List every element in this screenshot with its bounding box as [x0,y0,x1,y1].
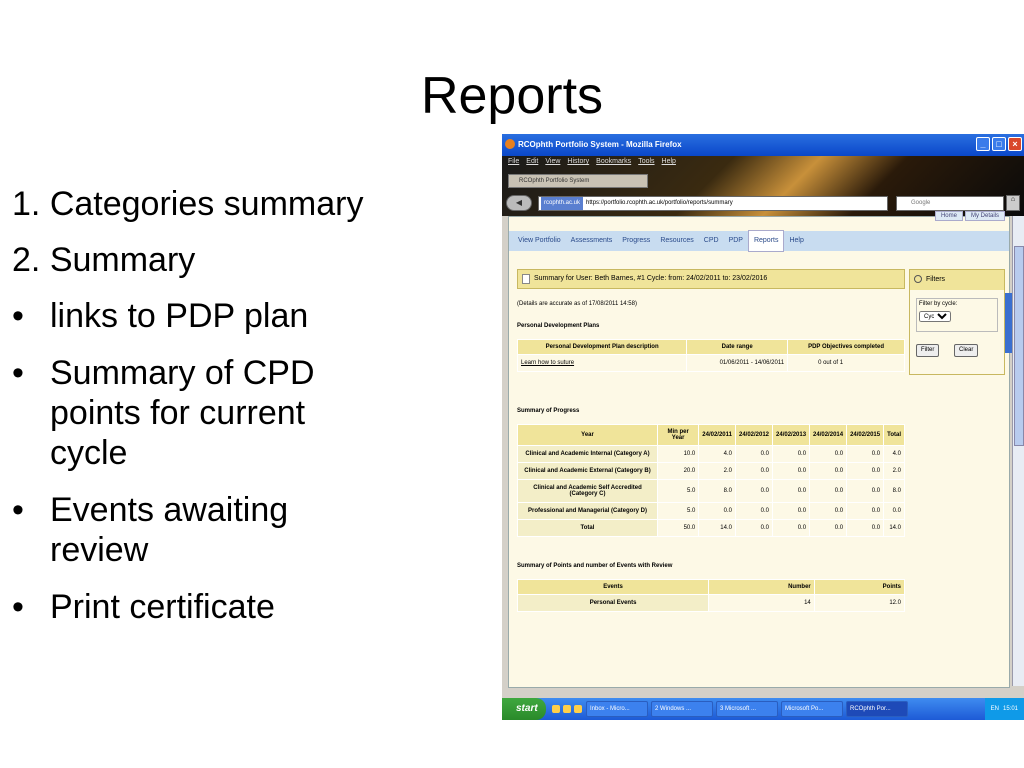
column-header: Min per Year [658,425,699,446]
table-cell: 0.0 [773,446,810,463]
tab-resources[interactable]: Resources [660,237,694,244]
menu-history[interactable]: History [567,158,590,165]
table-cell: 0.0 [735,520,772,537]
menu-bar [508,158,676,165]
bullet-marker: 2. [12,241,41,279]
column-header: PDP Objectives completed [788,340,905,355]
table-cell: 0.0 [773,520,810,537]
table-cell: 14.0 [884,520,905,537]
search-input[interactable]: Google [896,196,1004,211]
bullet-marker: • [12,297,24,335]
language-indicator[interactable]: EN [990,706,999,712]
cycle-filter [916,298,998,332]
table-cell: 0.0 [810,520,847,537]
list-item [12,184,482,224]
row-label: Clinical and Academic Internal (Category A) [518,446,658,463]
search-icon [914,275,922,283]
row-label: Clinical and Academic Self Accredited (Category C) [518,480,658,503]
tab-help[interactable]: Help [789,237,804,244]
bullet-marker: • [12,588,24,626]
page-content [508,213,1010,688]
list-item [12,587,482,627]
filter-button[interactable]: Filter [916,344,939,357]
table-cell: 0.0 [847,480,884,503]
row-label: Professional and Managerial (Category D) [518,503,658,520]
table-cell: 0.0 [810,480,847,503]
pdp-table [517,339,905,372]
taskbar-item-active[interactable]: RCOphth Por... [846,701,908,717]
table-cell: 14.0 [699,520,736,537]
quick-launch [552,705,582,713]
start-button[interactable]: start [502,698,546,720]
table-cell: 0.0 [735,480,772,503]
table-cell: 0.0 [699,503,736,520]
tab-pdp[interactable]: PDP [728,237,743,244]
column-header: 24/02/2013 [773,425,810,446]
slide-title: Reports [420,67,604,125]
row-label: Total [518,520,658,537]
table-cell: 5.0 [658,503,699,520]
window-title: RCOphth Portfolio System - Mozilla Firefox [518,140,682,149]
filters-header [910,270,1004,290]
column-header: Personal Development Plan description [518,340,687,355]
table-row [518,520,905,537]
bullet-text: Events awaiting review [50,491,289,569]
progress-table [517,424,905,537]
tab-cpd[interactable]: CPD [703,237,719,244]
folder-icon[interactable] [563,705,571,713]
column-header: 24/02/2014 [810,425,847,446]
browser-screenshot [502,134,1024,720]
filters-panel [909,269,1005,375]
table-cell: 14 [709,595,815,612]
taskbar-item[interactable]: 2 Windows ... [651,701,713,717]
list-item [12,240,482,280]
ie-icon[interactable] [552,705,560,713]
accuracy-note: (Details are accurate as of 17/08/2011 14:58) [517,301,637,307]
my-details-link[interactable]: My Details [965,211,1005,221]
minimize-icon[interactable]: _ [976,137,990,151]
menu-help[interactable]: Help [661,158,676,165]
column-header: Number [709,580,815,595]
column-header: Date range [687,340,788,355]
table-cell: 0.0 [847,446,884,463]
table-cell: 0.0 [773,463,810,480]
bullet-marker: • [12,354,24,392]
column-header: Events [518,580,709,595]
bullet-list [12,184,482,644]
menu-file[interactable]: File [508,158,520,165]
address-bar[interactable] [538,196,888,211]
column-header: 24/02/2015 [847,425,884,446]
table-row [518,446,905,463]
menu-edit[interactable]: Edit [526,158,539,165]
table-cell: 0.0 [810,463,847,480]
bullet-text: Print certificate [50,588,275,626]
table-row [518,503,905,520]
clock: 15:01 [1002,706,1018,712]
cycle-select[interactable] [919,311,951,322]
back-button[interactable]: ◀ [506,195,532,211]
table-cell: 0.0 [810,446,847,463]
table-row [518,463,905,480]
table-cell: 2.0 [699,463,736,480]
table-row [518,595,905,612]
table-cell: 0.0 [847,503,884,520]
table-cell: 0.0 [884,503,905,520]
bullet-text: Summary of CPD points for current cycle [50,354,315,472]
scrollbar-thumb[interactable] [1014,246,1024,446]
report-main [517,269,905,612]
table-row [518,355,905,372]
home-link[interactable]: Home [935,211,963,221]
table-cell: 50.0 [658,520,699,537]
points-table [517,579,905,612]
outlook-icon[interactable] [574,705,582,713]
table-cell: 0.0 [773,503,810,520]
column-header: Year [518,425,658,446]
close-icon[interactable]: × [1008,137,1022,151]
filter-legend: Filter by cycle: [919,301,958,307]
firefox-icon [505,139,515,149]
row-label: Personal Events [518,595,709,612]
tab-view-portfolio[interactable]: View Portfolio [518,237,561,244]
row-label: Clinical and Academic External (Category B) [518,463,658,480]
taskbar-item[interactable]: 3 Microsoft ... [716,701,778,717]
column-header: 24/02/2012 [735,425,772,446]
menu-view[interactable]: View [545,158,561,165]
main-nav [509,231,1009,251]
table-row [518,480,905,503]
pdp-plan-link[interactable]: Learn how to suture [521,360,575,366]
table-cell: 0.0 [847,463,884,480]
column-header: Points [814,580,904,595]
taskbar-item[interactable]: Inbox - Micro... [586,701,648,717]
list-item [12,490,372,570]
table-cell: 0.0 [847,520,884,537]
list-item [12,353,372,473]
menu-bookmarks[interactable]: Bookmarks [596,158,632,165]
top-links [935,211,1005,221]
taskbar-item[interactable]: Microsoft Po... [781,701,843,717]
progress-section-title: Summary of Progress [517,408,580,414]
site-identity[interactable]: rcophth.ac.uk [541,197,583,210]
list-item [12,296,482,336]
table-cell: 0.0 [810,503,847,520]
vertical-scrollbar[interactable] [1012,216,1024,686]
column-header: Total [884,425,905,446]
bullet-marker: 1. [12,185,41,223]
table-cell: 5.0 [658,480,699,503]
browser-chrome [502,156,1024,216]
page-icon [522,274,530,284]
tab-reports[interactable]: Reports [748,230,785,252]
table-cell: 0.0 [773,480,810,503]
table-cell: 10.0 [658,446,699,463]
summary-heading [517,269,905,289]
table-cell: 0.0 [735,463,772,480]
table-cell: 4.0 [699,446,736,463]
window-controls [976,137,1022,151]
tab-assessments[interactable]: Assessments [570,237,613,244]
filters-title: Filters [926,276,946,283]
home-icon[interactable]: ⌂ [1006,195,1020,211]
tab-progress[interactable]: Progress [622,237,651,244]
table-cell: 20.0 [658,463,699,480]
menu-tools[interactable]: Tools [638,158,655,165]
window-titlebar [502,134,1024,156]
taskbar [502,698,1024,720]
table-cell: 0.0 [735,446,772,463]
table-cell: 8.0 [884,480,905,503]
system-tray [985,698,1024,720]
table-cell: 0.0 [735,503,772,520]
table-cell: 01/06/2011 - 14/06/2011 [687,355,788,372]
maximize-icon[interactable]: □ [992,137,1006,151]
table-cell: 2.0 [884,463,905,480]
table-cell: 12.0 [814,595,904,612]
bullet-marker: • [12,491,24,529]
bullet-text: links to PDP plan [50,297,309,335]
pdp-section-title: Personal Development Plans [517,323,600,329]
column-header: 24/02/2011 [699,425,736,446]
points-section-title: Summary of Points and number of Events with Review [517,563,673,569]
browser-tab[interactable]: RCOphth Portfolio System [508,174,648,188]
summary-heading-text: Summary for User: Beth Barnes, #1 Cycle: from: 24/02/2011 to: 23/02/2016 [534,275,768,282]
clear-button[interactable]: Clear [954,344,978,357]
url-text: https://portfolio.rcophth.ac.uk/portfolio/reports/summary [586,200,733,206]
table-cell: 4.0 [884,446,905,463]
bullet-text: Categories summary [49,185,364,223]
table-cell: 8.0 [699,480,736,503]
bullet-text: Summary [49,241,196,279]
table-cell: 0 out of 1 [788,355,905,372]
